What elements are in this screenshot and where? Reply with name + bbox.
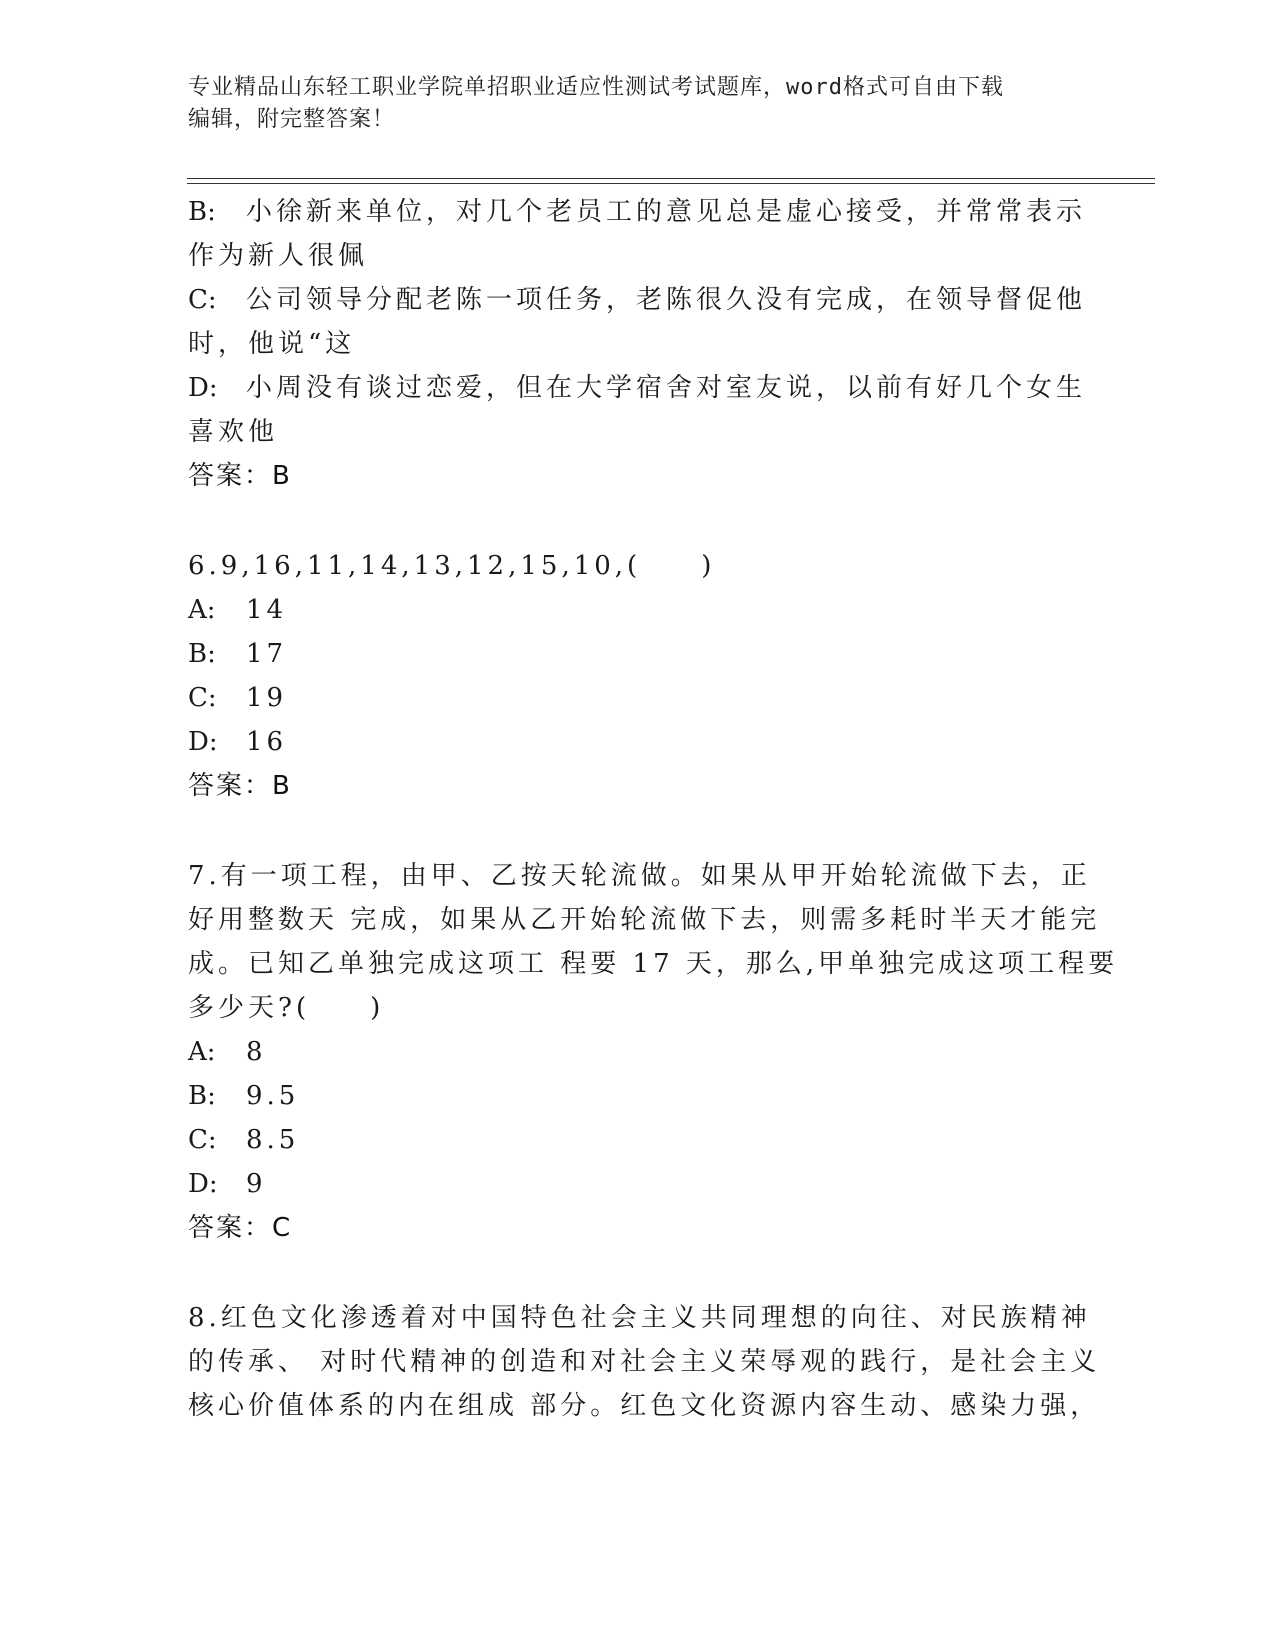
option-key: B: <box>188 1081 216 1111</box>
option-text: 8 <box>246 1037 267 1067</box>
q6-option-d <box>188 720 1088 764</box>
option-key: C: <box>188 1125 217 1155</box>
q7-stem-line: 成。已知乙单独完成这项工 程要 17 天，那么,甲单独完成这项工程要 <box>188 949 1119 979</box>
option-key: B: <box>188 639 216 669</box>
option-key: C: <box>188 285 217 315</box>
option-key: A: <box>188 595 216 625</box>
header-line-1: 专业精品山东轻工职业学院单招职业适应性测试考试题库，word格式可自由下载 <box>188 75 1004 100</box>
option-text: 小徐新来单位，对几个老员工的意见总是虚心接受，并常常表示 <box>246 197 1087 227</box>
option-text: 17 <box>246 639 288 669</box>
q7-option-b <box>188 1074 1088 1118</box>
q5-option-d-cont: 喜欢他 <box>188 417 279 447</box>
spacer <box>188 808 1088 854</box>
q6-option-c <box>188 676 1088 720</box>
q5-option-b-cont: 作为新人很佩 <box>188 241 369 271</box>
spacer <box>188 498 1088 544</box>
q8-stem-line: 核心价值体系的内在组成 部分。红色文化资源内容生动、感染力强， <box>188 1391 1101 1421</box>
q5-option-c-cont: 时，他说“这 <box>188 329 356 359</box>
q7-option-d <box>188 1162 1088 1206</box>
question-7 <box>188 854 1119 1250</box>
q6-option-a <box>188 588 1088 632</box>
option-key: D: <box>188 727 218 757</box>
question-6 <box>188 544 1088 808</box>
option-text: 9.5 <box>246 1081 300 1111</box>
q7-option-a <box>188 1030 1088 1074</box>
option-key: B: <box>188 197 216 227</box>
document-body <box>188 190 1119 1428</box>
q5-option-d <box>188 366 1088 410</box>
q6-option-b <box>188 632 1088 676</box>
spacer <box>188 1250 1088 1296</box>
option-key: C: <box>188 683 217 713</box>
option-key: D: <box>188 1169 218 1199</box>
q8-stem-line: 的传承、 对时代精神的创造和对社会主义荣辱观的践行，是社会主义 <box>188 1347 1101 1377</box>
q7-stem-line: 7.有一项工程，由甲、乙按天轮流做。如果从甲开始轮流做下去，正 <box>188 861 1091 891</box>
question-5 <box>188 190 1088 498</box>
q7-stem-line: 多少天?( ) <box>188 993 385 1023</box>
option-text: 公司领导分配老陈一项任务，老陈很久没有完成，在领导督促他 <box>246 285 1087 315</box>
option-text: 14 <box>246 595 288 625</box>
header-rule-thin <box>187 183 1155 184</box>
option-key: D: <box>188 373 218 403</box>
q7-answer: 答案：C <box>188 1213 293 1243</box>
question-8 <box>188 1296 1101 1428</box>
q7-stem-line: 好用整数天 完成，如果从乙开始轮流做下去，则需多耗时半天才能完 <box>188 905 1101 935</box>
option-text: 16 <box>246 727 288 757</box>
option-text: 小周没有谈过恋爱，但在大学宿舍对室友说，以前有好几个女生 <box>246 373 1087 403</box>
header-rule-thick <box>187 178 1155 179</box>
q5-option-b <box>188 190 1088 234</box>
q7-option-c <box>188 1118 1088 1162</box>
page-header <box>188 72 1068 136</box>
option-text: 8.5 <box>246 1125 300 1155</box>
q6-stem: 6.9,16,11,14,13,12,15,10,( ) <box>188 551 716 581</box>
option-text: 19 <box>246 683 288 713</box>
q5-answer: 答案：B <box>188 461 292 491</box>
option-key: A: <box>188 1037 216 1067</box>
q6-answer: 答案：B <box>188 771 292 801</box>
q5-option-c <box>188 278 1088 322</box>
option-text: 9 <box>246 1169 267 1199</box>
q8-stem-line: 8.红色文化渗透着对中国特色社会主义共同理想的向往、对民族精神 <box>188 1303 1091 1333</box>
header-line-2: 编辑，附完整答案！ <box>188 107 396 132</box>
